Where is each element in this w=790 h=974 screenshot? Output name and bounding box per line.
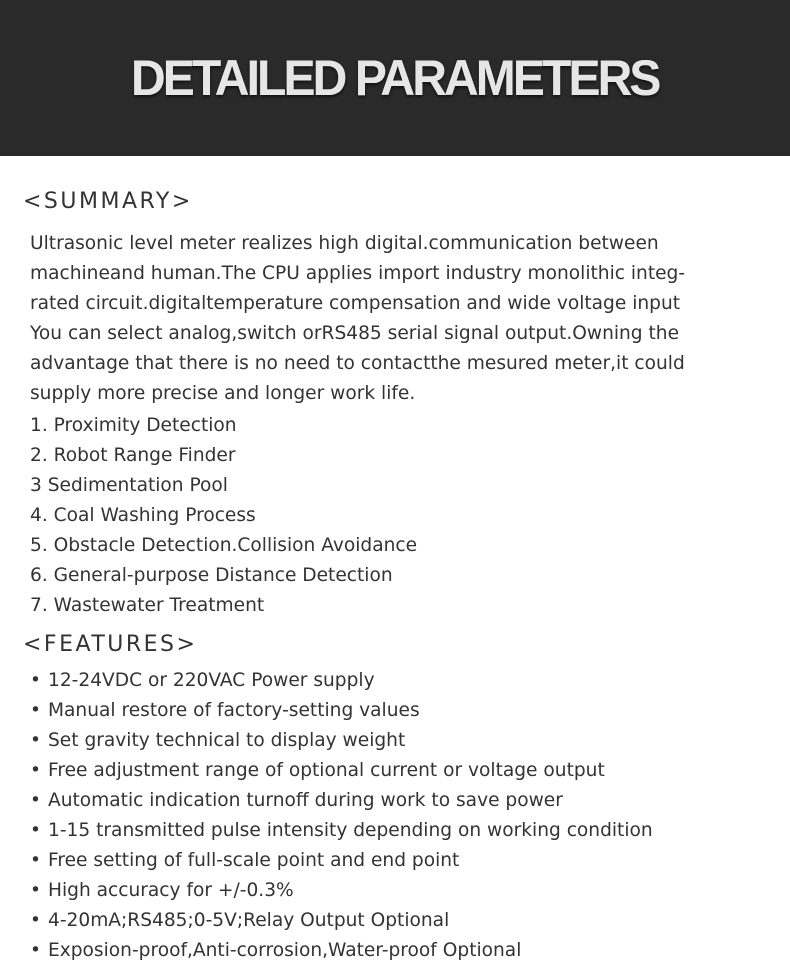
feature-text: 12-24VDC or 220VAC Power supply [48, 670, 375, 691]
bullet-icon: • [30, 730, 41, 751]
bullet-icon: • [30, 910, 41, 931]
feature-item [30, 756, 653, 786]
summary-line: machineand human.The CPU applies import industry monolithic integ- [30, 263, 686, 284]
application-item: 7. Wastewater Treatment [30, 595, 265, 616]
application-item: 1. Proximity Detection [30, 415, 237, 436]
summary-line: Ultrasonic level meter realizes high digital.communication between [30, 233, 659, 254]
feature-item [30, 666, 653, 696]
feature-item [30, 786, 653, 816]
applications-list [30, 411, 417, 621]
summary-heading: <SUMMARY> [23, 189, 193, 214]
feature-item [30, 816, 653, 846]
main-content [0, 156, 790, 974]
feature-text: Exposion-proof,Anti-corrosion,Water-proof Optional [48, 940, 522, 961]
summary-line: You can select analog,switch orRS485 serial signal output.Owning the [30, 323, 680, 344]
summary-line: supply more precise and longer work life. [30, 383, 416, 404]
feature-item [30, 726, 653, 756]
application-item: 2. Robot Range Finder [30, 445, 236, 466]
features-list [30, 666, 653, 966]
feature-text: 1-15 transmitted pulse intensity depending on working condition [48, 820, 653, 841]
bullet-icon: • [30, 700, 41, 721]
feature-text: High accuracy for +/-0.3% [48, 880, 294, 901]
bullet-icon: • [30, 670, 41, 691]
application-item: 5. Obstacle Detection.Collision Avoidance [30, 535, 418, 556]
application-item: 6. General-purpose Distance Detection [30, 565, 393, 586]
bullet-icon: • [30, 940, 41, 961]
feature-item [30, 696, 653, 726]
feature-text: Free setting of full-scale point and end point [48, 850, 460, 871]
bullet-icon: • [30, 820, 41, 841]
feature-text: 4-20mA;RS485;0-5V;Relay Output Optional [48, 910, 450, 931]
header-banner [0, 0, 790, 156]
bullet-icon: • [30, 880, 41, 901]
feature-text: Automatic indication turnoff during work to save power [48, 790, 563, 811]
feature-item [30, 876, 653, 906]
application-item: 4. Coal Washing Process [30, 505, 256, 526]
bullet-icon: • [30, 760, 41, 781]
feature-text: Free adjustment range of optional current or voltage output [48, 760, 605, 781]
bullet-icon: • [30, 790, 41, 811]
page-title: DETAILED PARAMETERS [131, 50, 659, 106]
feature-item [30, 846, 653, 876]
summary-line: advantage that there is no need to contactthe mesured meter,it could [30, 353, 685, 374]
feature-item [30, 936, 653, 966]
features-heading: <FEATURES> [23, 632, 198, 657]
summary-line: rated circuit.digitaltemperature compensation and wide voltage input [30, 293, 681, 314]
feature-item [30, 906, 653, 936]
application-item: 3 Sedimentation Pool [30, 475, 228, 496]
bullet-icon: • [30, 850, 41, 871]
summary-paragraph [30, 229, 782, 409]
feature-text: Set gravity technical to display weight [48, 730, 406, 751]
feature-text: Manual restore of factory-setting values [48, 700, 420, 721]
